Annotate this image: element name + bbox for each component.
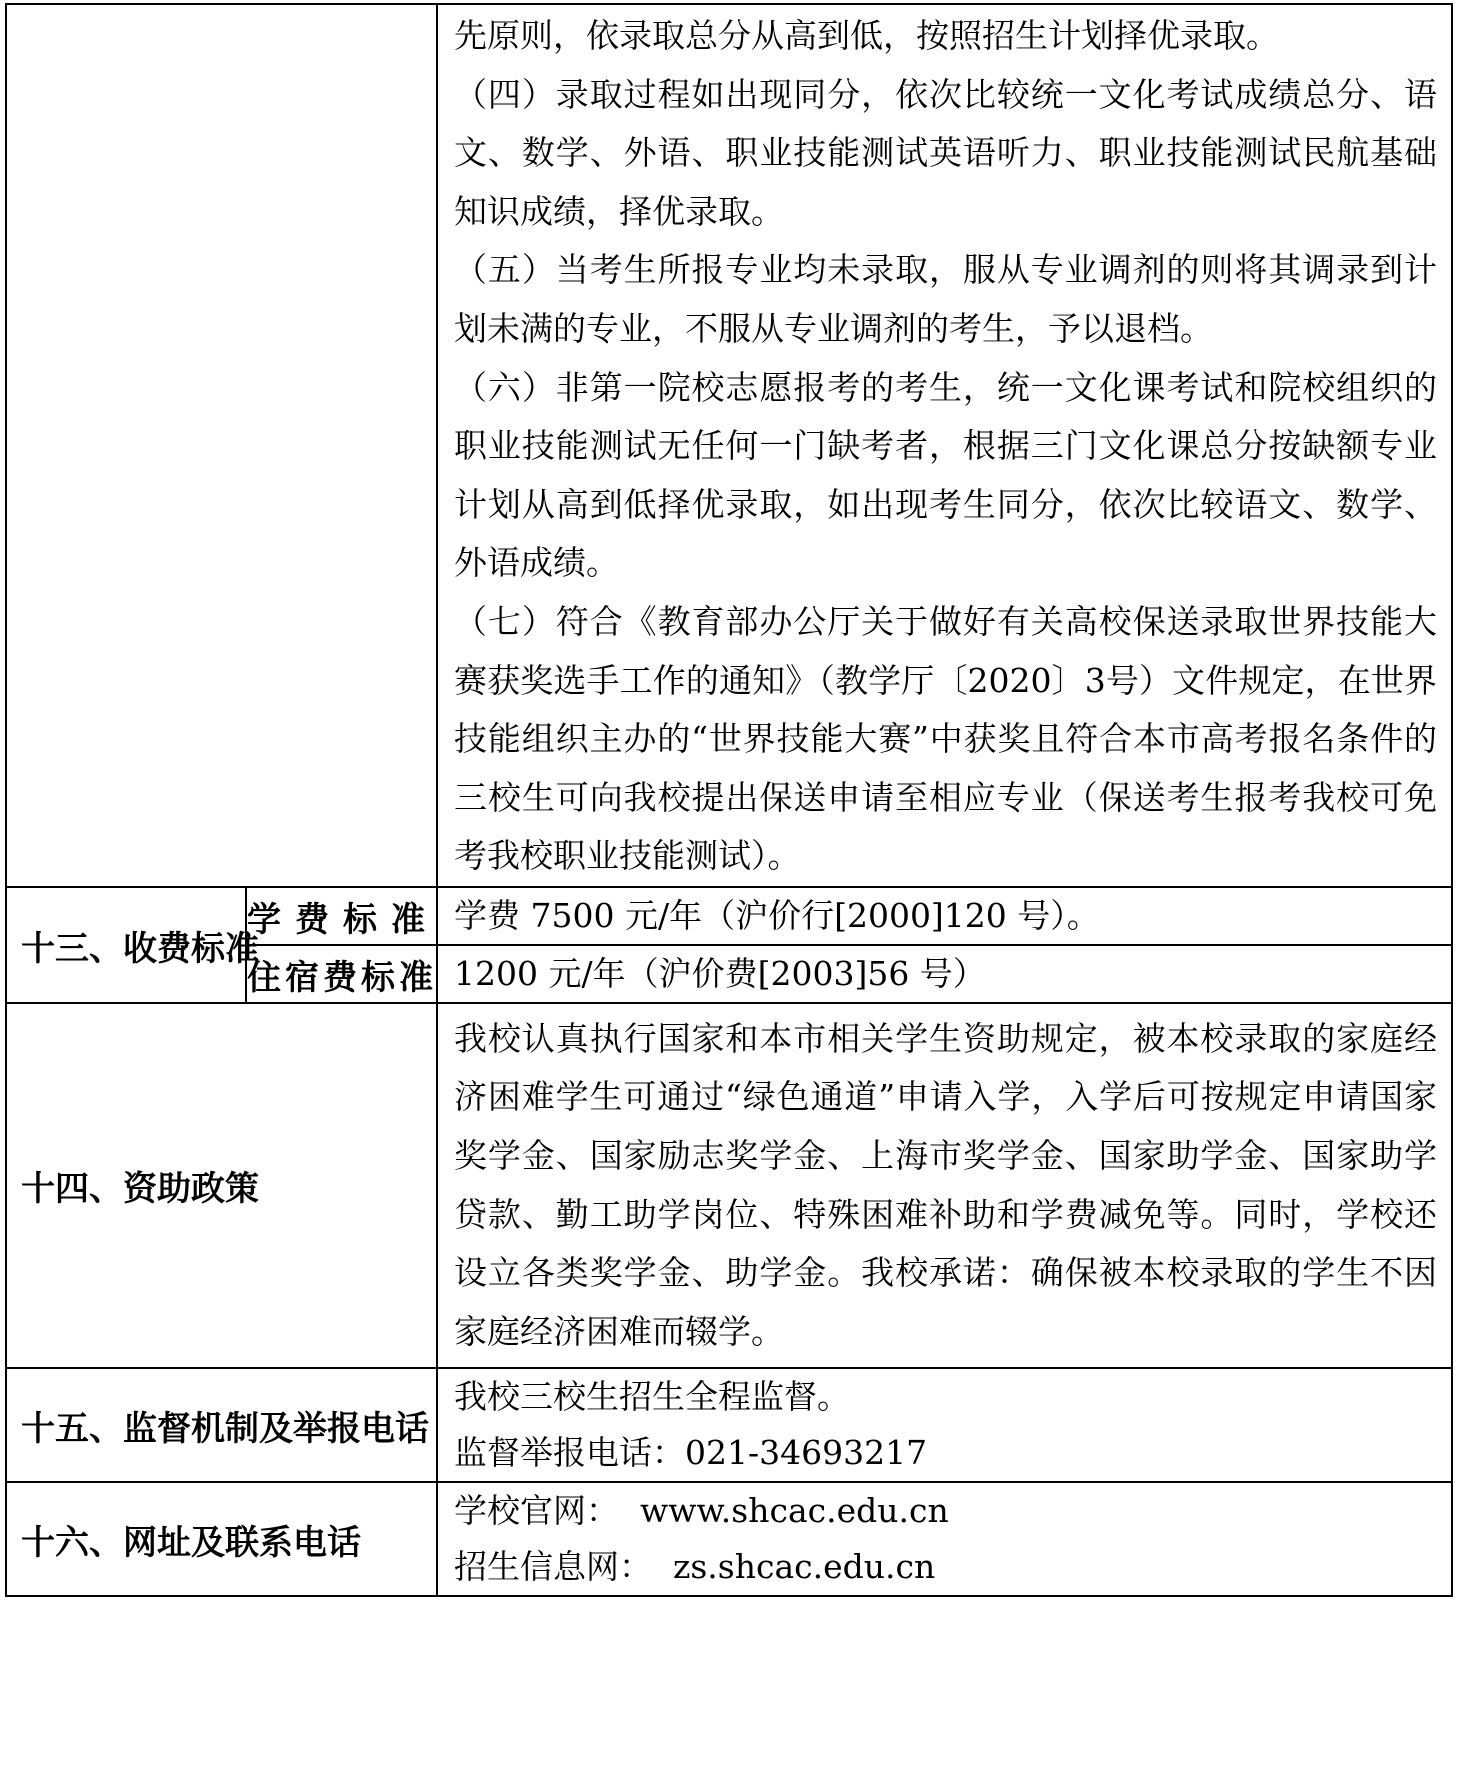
admission-info-table [5, 3, 1453, 1597]
report-phone: 监督举报电话：021-34693217 [454, 1433, 928, 1472]
admission-paragraph: 先原则，依录取总分从高到低，按照招生计划择优录取。 [454, 16, 1279, 55]
dorm-label: 住宿费标准 [246, 945, 437, 1003]
tuition-value: 学费 7500 元/年（沪价行[2000]120 号）。 [437, 887, 1452, 945]
supervision-content [437, 1368, 1452, 1482]
admission-paragraph: （五）当考生所报专业均未录取，服从专业调剂的则将其调录到计划未满的专业，不服从专业调剂的考生，予以退档。 [454, 250, 1437, 348]
admission-paragraph: （七）符合《教育部办公厅关于做好有关高校保送录取世界技能大赛获奖选手工作的通知》（教学厅〔2020〕3号）文件规定，在世界技能组织主办的“世界技能大赛”中获奖且符合本市高考报名条件的三校生可向我校提出保送申请至相应专业（保送考生报考我校可免考我校职业技能测试）。 [454, 601, 1437, 876]
contact-row [6, 1482, 1452, 1596]
supervision-row [6, 1368, 1452, 1482]
admission-rules-label-cell [6, 4, 437, 887]
admission-paragraph: （六）非第一院校志愿报考的考生，统一文化课考试和院校组织的职业技能测试无任何一门缺考者，根据三门文化课总分按缺额专业计划从高到低择优录取，如出现考生同分，依次比较语文、数学、外语成绩。 [454, 367, 1437, 583]
dorm-value: 1200 元/年（沪价费[2003]56 号） [437, 945, 1452, 1003]
admission-paragraph: （四）录取过程如出现同分，依次比较统一文化考试成绩总分、语文、数学、外语、职业技能测试英语听力、职业技能测试民航基础知识成绩，择优录取。 [454, 74, 1437, 231]
tuition-label: 学费标准 [246, 887, 437, 945]
aid-label: 十四、资助政策 [6, 1003, 437, 1368]
aid-row [6, 1003, 1452, 1368]
admission-rules-content [437, 4, 1452, 887]
supervision-line: 我校三校生招生全程监督。 [454, 1377, 850, 1416]
admission-rules-row [6, 4, 1452, 887]
contact-content [437, 1482, 1452, 1596]
school-website[interactable]: 学校官网： www.shcac.edu.cn [454, 1491, 949, 1530]
supervision-label: 十五、监督机制及举报电话 [6, 1368, 437, 1482]
fees-label: 十三、收费标准 [6, 887, 246, 1003]
tuition-row [6, 887, 1452, 945]
aid-content: 我校认真执行国家和本市相关学生资助规定，被本校录取的家庭经济困难学生可通过“绿色通道”申请入学，入学后可按规定申请国家奖学金、国家励志奖学金、上海市奖学金、国家助学金、国家助学贷款、勤工助学岗位、特殊困难补助和学费减免等。同时，学校还设立各类奖学金、助学金。我校承诺：确保被本校录取的学生不因家庭经济困难而辍学。 [437, 1003, 1452, 1368]
admission-website[interactable]: 招生信息网： zs.shcac.edu.cn [454, 1547, 936, 1586]
contact-label: 十六、网址及联系电话 [6, 1482, 437, 1596]
